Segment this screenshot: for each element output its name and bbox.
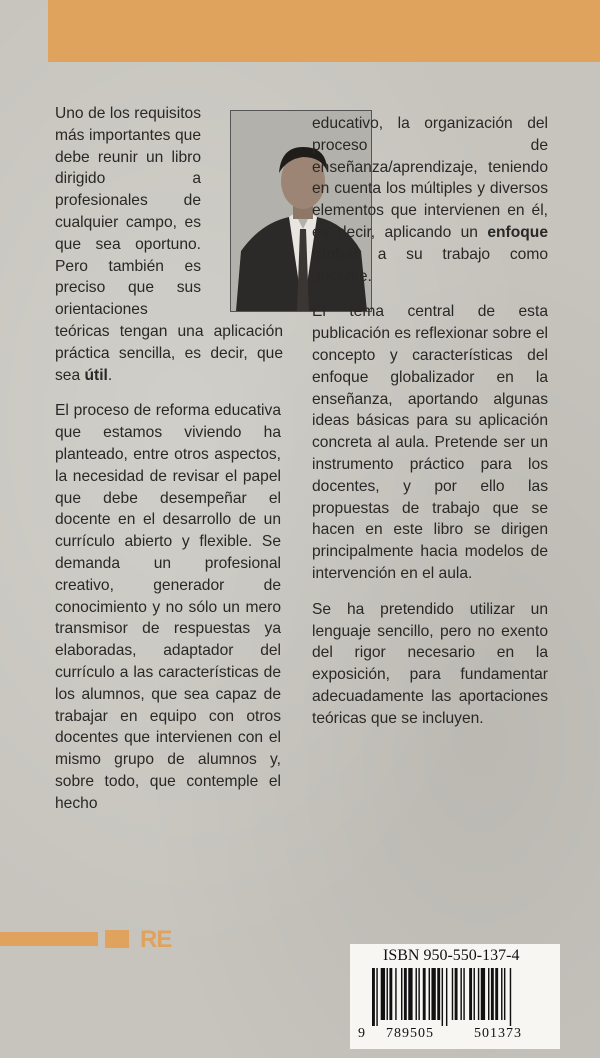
barcode-digit-group-1: 789505 <box>386 1026 434 1041</box>
barcode-bar <box>501 968 502 1020</box>
barcode-bar <box>442 968 443 1026</box>
logo-stripe <box>0 932 98 946</box>
barcode-bar <box>437 968 440 1020</box>
barcode-bar <box>463 968 464 1020</box>
publisher-logo-text: RE <box>140 926 172 953</box>
isbn-number: ISBN 950-550-137-4 <box>383 947 520 964</box>
logo-square <box>105 930 129 948</box>
barcode-bar <box>488 968 489 1020</box>
barcode-bar <box>395 968 396 1020</box>
barcode-bar <box>474 968 475 1020</box>
barcode-bar <box>401 968 402 1020</box>
barcode-bar <box>504 968 505 1020</box>
barcode-bar <box>495 968 498 1020</box>
barcode-bar <box>372 968 375 1026</box>
barcode-bar <box>478 968 479 1020</box>
intro-end: . <box>107 366 113 384</box>
intro-bold-word: útil <box>84 366 108 384</box>
intro-paragraph <box>55 103 283 386</box>
barcode <box>370 968 556 1026</box>
barcode-bar <box>387 968 388 1020</box>
barcode-bar <box>418 968 419 1020</box>
barcode-bar <box>423 968 426 1020</box>
continuation-text: educativo, la organización del proceso de enseñanza/aprendizaje, teniendo en cuenta los múltiples y diversos elementos que intervienen en él, es decir, aplicando un <box>312 115 548 241</box>
barcode-bar <box>381 968 385 1020</box>
language-paragraph: Se ha pretendido utilizar un lenguaje sencillo, pero no exento del rigor necesario en la exposición, para fundamentar adecuadamente las aportaciones teóricas que se incluyen. <box>312 600 548 727</box>
top-color-band <box>48 0 600 62</box>
barcode-bar <box>481 968 485 1020</box>
continuation-end: a su trabajo como docente. <box>312 245 548 285</box>
barcode-digit-group-2: 501373 <box>474 1026 522 1041</box>
intro-text: Uno de los requisitos más importantes que debe reunir un libro dirigido a profesionales de cualquier campo, es que sea oportuno. Pero también es preciso que sus orientaciones teóricas tengan una aplicación práctica sencilla, es decir, que sea <box>55 105 283 384</box>
central-theme-paragraph: El tema central de esta publicación es reflexionar sobre el concepto y características del enfoque globalizador en la enseñanza, aportando algunas ideas básicas para su aplicación concreta al aula. Pretende ser un instrumento práctico para los docentes, y por ello las propuestas de trabajo que se hacen en este libro se dirigen principalmente hacia modelos de intervención en el aula. <box>312 303 548 582</box>
barcode-bar <box>455 968 458 1020</box>
barcode-bar <box>404 968 407 1020</box>
barcode-bar <box>389 968 392 1020</box>
barcode-digit-prefix: 9 <box>358 1026 366 1041</box>
barcode-bar <box>408 968 412 1020</box>
barcode-bar <box>376 968 377 1026</box>
barcode-bar <box>491 968 494 1020</box>
barcode-bar <box>452 968 453 1020</box>
left-text-column <box>55 103 281 829</box>
barcode-bar <box>431 968 435 1020</box>
barcode-bar <box>469 968 472 1020</box>
barcode-bar <box>429 968 430 1020</box>
barcode-bar <box>416 968 417 1020</box>
barcode-bar <box>460 968 461 1020</box>
reform-paragraph: El proceso de reforma educativa que estamos viviendo ha planteado, entre otros aspectos, la necesidad de revisar el papel que debe desempeñar el docente en el desarrollo de un currículo abierto y flexible. Se demanda un profesional creativo, generador de conocimiento y no sólo un mero transmisor de respuestas ya elaboradas, adaptador del currículo a las características de los alumnos, que sea capaz de trabajar en equipo con otros docentes que intervienen con el mismo grupo de alumnos y, sobre todo, que contemple el hecho <box>55 402 281 812</box>
barcode-bar <box>446 968 447 1026</box>
continuation-bold-phrase: enfoque global <box>312 223 548 263</box>
barcode-bar <box>510 968 511 1026</box>
continuation-paragraph <box>312 113 548 287</box>
right-text-column <box>312 113 548 744</box>
